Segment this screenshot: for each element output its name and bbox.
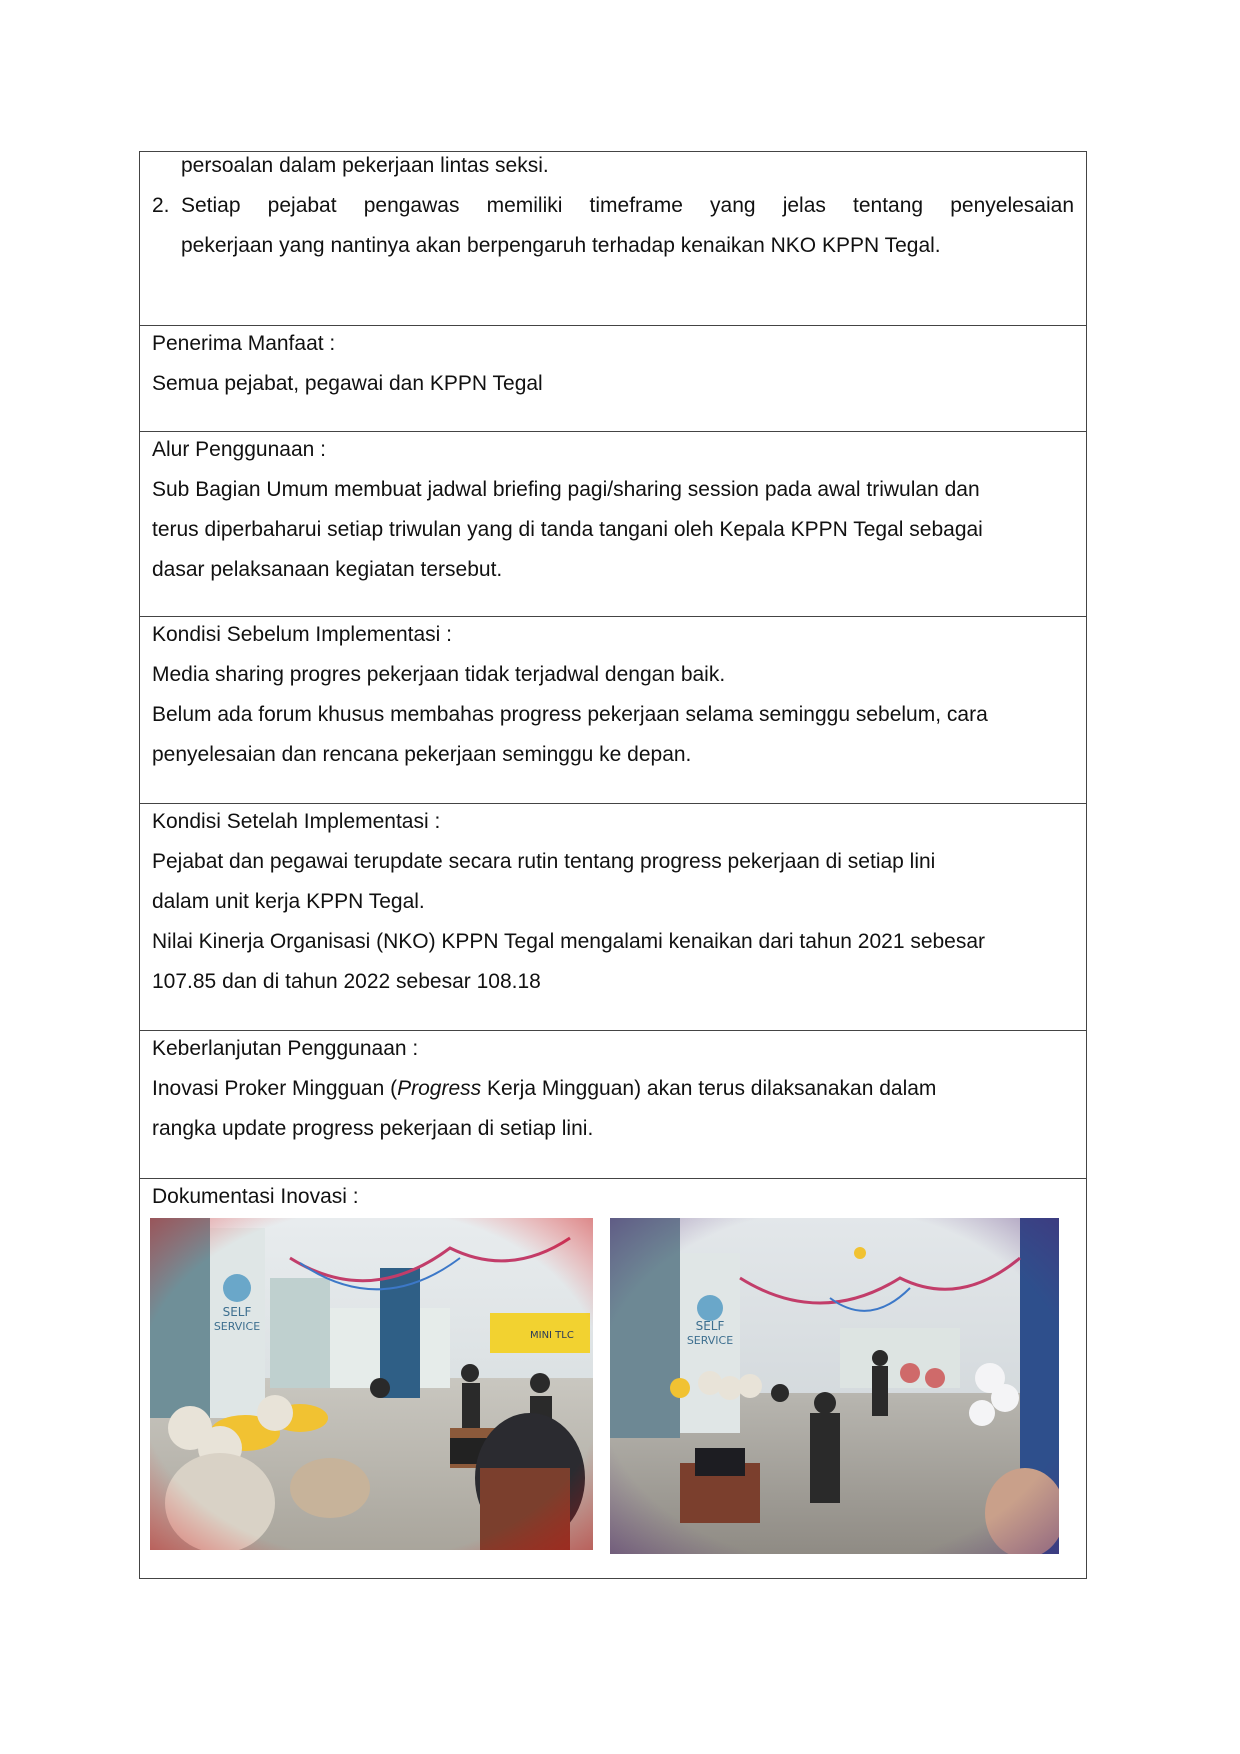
documentation-photo-2 [610, 1218, 1059, 1554]
section-text: Semua pejabat, pegawai dan KPPN Tegal [152, 372, 543, 395]
section-text: Media sharing progres pekerjaan tidak terjadwal dengan baik. [152, 663, 726, 686]
list-item-2-line2: pekerjaan yang nantinya akan berpengaruh terhadap kenaikan NKO KPPN Tegal. [181, 234, 941, 257]
section-heading: Alur Penggunaan : [152, 438, 326, 461]
section-text: Nilai Kinerja Organisasi (NKO) KPPN Tegal mengalami kenaikan dari tahun 2021 sebesar [152, 930, 986, 953]
section-heading: Keberlanjutan Penggunaan : [152, 1037, 419, 1060]
keberlanjutan-section [140, 1031, 1086, 1179]
section-text: Belum ada forum khusus membahas progress pekerjaan selama seminggu sebelum, cara [152, 703, 988, 726]
section-text: dasar pelaksanaan kegiatan tersebut. [152, 558, 503, 581]
text-part: Inovasi Proker Mingguan ( [152, 1077, 398, 1100]
list-number: 2. [152, 194, 170, 217]
section-heading: Penerima Manfaat : [152, 332, 336, 355]
text-part: Kerja Mingguan) akan terus dilaksanakan dalam [481, 1077, 937, 1100]
italic-progress: Progress [397, 1077, 482, 1100]
section-heading: Dokumentasi Inovasi : [152, 1185, 359, 1208]
section-text: rangka update progress pekerjaan di setiap lini. [152, 1117, 594, 1140]
kondisi-setelah-section [140, 804, 1086, 1031]
section-text: penyelesaian dan rencana pekerjaan seminggu ke depan. [152, 743, 692, 766]
continuation-line: persoalan dalam pekerjaan lintas seksi. [181, 154, 549, 177]
photo-1-image [150, 1218, 593, 1550]
documentation-photo-1 [150, 1218, 593, 1550]
section-text: Pejabat dan pegawai terupdate secara rutin tentang progress pekerjaan di setiap lini [152, 850, 936, 873]
section-text: dalam unit kerja KPPN Tegal. [152, 890, 425, 913]
section-text [152, 1069, 1074, 1109]
section-heading: Kondisi Sebelum Implementasi : [152, 623, 452, 646]
penerima-manfaat-section [140, 326, 1086, 432]
kondisi-sebelum-section [140, 617, 1086, 804]
list-item-2-line1: Setiap pejabat pengawas memiliki timeframe yang jelas tentang penyelesaian [181, 194, 1074, 217]
continuation-row [140, 152, 1086, 326]
section-text: Sub Bagian Umum membuat jadwal briefing pagi/sharing session pada awal triwulan dan [152, 478, 980, 501]
section-heading: Kondisi Setelah Implementasi : [152, 810, 441, 833]
list-item-2 [152, 186, 1074, 266]
section-text: 107.85 dan di tahun 2022 sebesar 108.18 [152, 970, 541, 993]
photo-2-image [610, 1218, 1059, 1554]
alur-penggunaan-section [140, 432, 1086, 617]
section-text: terus diperbaharui setiap triwulan yang di tanda tangani oleh Kepala KPPN Tegal sebagai [152, 518, 983, 541]
